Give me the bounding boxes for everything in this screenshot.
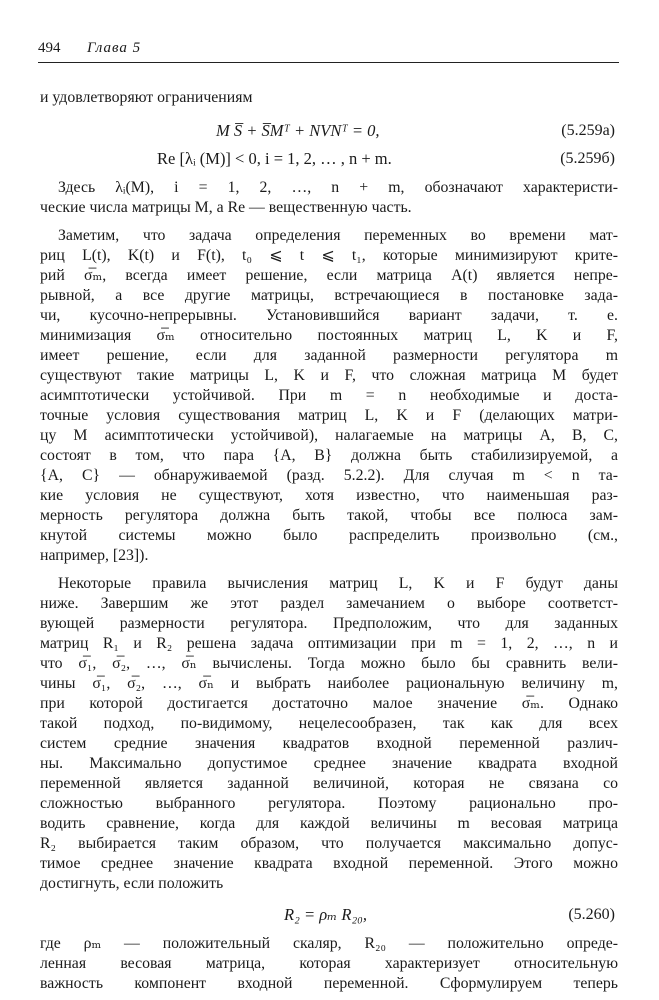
text-line: мерность регулятора должна быть такой, чтобы все полюса зам- (40, 507, 618, 524)
equation-number: (5.260) (568, 906, 615, 923)
text-line: рывной, а все другие матрицы, встречающиеся в постановке зада- (40, 287, 618, 304)
text-line: состоят в том, что пара {A, B} должна быть стабилизируемой, а (40, 447, 618, 464)
text-line: ческие числа матрицы M, а Re — вещественную часть. (40, 199, 412, 216)
text-line: существуют такие матрицы L, K и F, что сложная матрица M будет (40, 367, 618, 384)
text-line: асимптотически устойчивой. При m = n необходимые и доста- (40, 387, 618, 404)
text-line: риц L(t), K(t) и F(t), t₀ ⩽ t ⩽ t₁, которые минимизируют крите- (40, 247, 618, 264)
equation-5-260: R₂ = ρₘ R₂₀, (284, 905, 368, 924)
text-line: где ρₘ — положительный скаляр, R₂₀ — положительно опреде- (40, 935, 618, 952)
text-line: кнутой системы можно было распределить произвольно (см., (40, 527, 618, 544)
text-line: цу M асимптотически устойчивой), налагаемые на матрицы A, B, C, (40, 427, 618, 444)
header-rule (38, 62, 619, 63)
text-line: точные условия существования матриц L, K и F (делающих матри- (40, 407, 618, 424)
equation-number: (5.259а) (561, 122, 615, 139)
text-line: достигнуть, если положить (40, 875, 224, 892)
text-line: Некоторые правила вычисления матриц L, K и F будут даны (58, 575, 618, 592)
equation-5-259a: M S̅ + S̅Mᵀ + NVNᵀ = 0, (216, 121, 380, 140)
text-line: кие условия не существуют, хотя известно, что наименьшая раз- (40, 487, 618, 504)
text-line: систем средние значения квадратов входной переменной различ- (40, 735, 618, 752)
text-line: имеет решение, если для заданной размерности регулятора m (40, 347, 618, 364)
text-line: важность компонент входной переменной. Сформулируем теперь (40, 975, 618, 992)
page-number: 494 (38, 40, 61, 56)
text-line: при которой достигается достаточно малое значение σ̅ₘ. Однако (40, 695, 618, 712)
text-line: чины σ̅₁, σ̅₂, …, σ̅ₙ и выбрать наиболее рациональную величину m, (40, 675, 618, 692)
text-line: водить сравнение, когда для каждой величины m весовая матрица (40, 815, 618, 832)
text-line: ленная весовая матрица, которая характеризует относительную (40, 955, 618, 972)
text-line: {A, C} — обнаруживаемой (разд. 5.2.2). Для случая m < n та- (40, 467, 618, 484)
equation-number: (5.259б) (560, 150, 615, 167)
text-line: чи, кусочно-непрерывны. Установившийся вариант задачи, т. е. (40, 307, 618, 324)
running-header (38, 40, 619, 64)
text-line: минимизация σ̅ₘ относительно постоянных матриц L, K и F, (40, 327, 618, 344)
text-line: переменной является заданной величиной, которая не связана со (40, 775, 618, 792)
text-line: тимое среднее значение квадрата входной переменной. Этого можно (40, 855, 618, 872)
text-line: R₂ выбирается таким образом, что получается максимально допус- (40, 835, 618, 852)
text-line: рий σ̅ₘ, всегда имеет решение, если матрица A(t) является непре- (40, 267, 618, 284)
text-line: вующей размерности регулятора. Предположим, что для заданных (40, 615, 618, 632)
text-line: ны. Максимально допустимое среднее значение квадрата входной (40, 755, 618, 772)
text-line: Здесь λᵢ(M), i = 1, 2, …, n + m, обозначают характеристи- (58, 179, 618, 196)
text-line: Заметим, что задача определения переменных во времени мат- (58, 227, 618, 244)
text-line: что σ̅₁, σ̅₂, …, σ̅ₙ вычислены. Тогда можно было бы сравнить вели- (40, 655, 618, 672)
text-line: такой подход, по-видимому, нецелесообразен, так как для всех (40, 715, 618, 732)
chapter-title: Глава 5 (87, 40, 142, 56)
text-line: сложностью выбранного регулятора. Поэтому рационально про- (40, 795, 618, 812)
text-line: ниже. Завершим же этот раздел замечанием о выборе соответст- (40, 595, 618, 612)
text-line: матриц R₁ и R₂ решена задача оптимизации при m = 1, 2, …, n и (40, 635, 618, 652)
equation-5-259b: Re [λᵢ (M)] < 0, i = 1, 2, … , n + m. (157, 149, 392, 168)
text-line: например, [23]). (40, 547, 149, 564)
text-line: и удовлетворяют ограничениям (40, 89, 253, 106)
